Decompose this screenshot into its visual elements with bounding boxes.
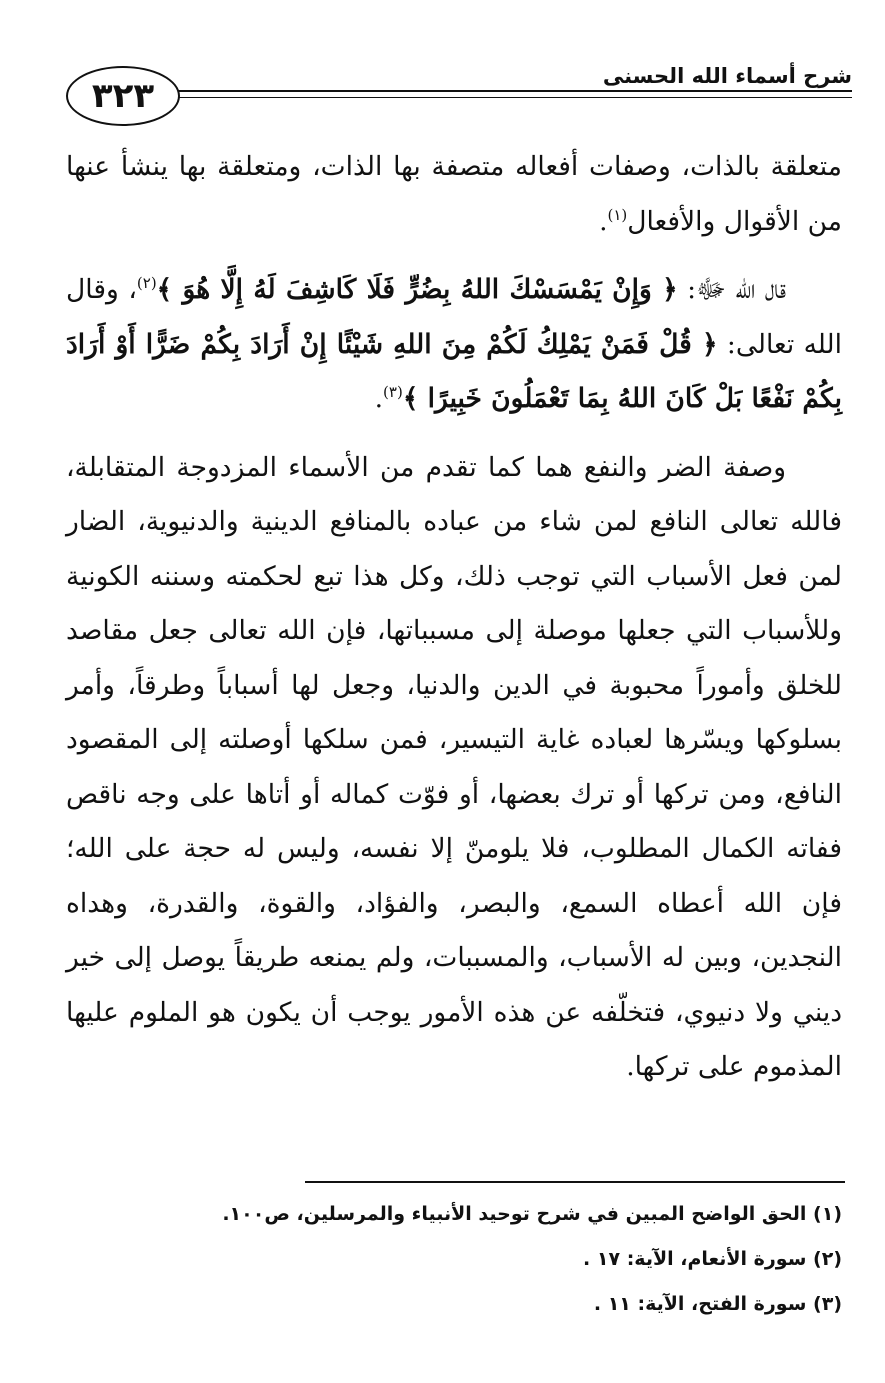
quran-verse-2: ﴿ قُلْ فَمَنْ يَمْلِكُ لَكُمْ مِنَ اللهِ شَيْئًا إِنْ أَرَادَ بِكُمْ ضَرًّا أَوْ أَرَادَ بِكُمْ نَفْعًا بَلْ كَانَ اللهُ بِمَا تَعْمَلُونَ خَبِيرًا ﴾	[66, 328, 842, 414]
footnote-divider	[305, 1181, 845, 1183]
footnote-ref-1: (١)	[607, 205, 628, 224]
header-rule-thin	[166, 97, 852, 98]
page-header	[66, 66, 852, 128]
paragraph-2	[66, 263, 842, 427]
header-rule	[166, 90, 852, 92]
footnotes	[66, 1192, 842, 1327]
footnote-ref-2: (٢)	[136, 274, 157, 293]
paragraph-2-intro: قال الله ﷻ:	[677, 274, 786, 305]
footnote-1: (١) الحق الواضح المبين في شرح توحيد الأنبياء والمرسلين، ص١٠٠.	[222, 1203, 842, 1225]
footnote-2: (٢) سورة الأنعام، الآية: ١٧ .	[583, 1248, 842, 1270]
paragraph-1-text: متعلقة بالذات، وصفات أفعاله متصفة بها الذات، ومتعلقة بها ينشأ عنها من الأقوال والأفعال	[66, 151, 842, 237]
paragraph-3: وصفة الضر والنفع هما كما تقدم من الأسماء المزدوجة المتقابلة، فالله تعالى النافع لمن شاء من عباده بالمنافع الدينية والدنيوية، الضار لمن فعل الأسباب التي توجب ذلك، وكل هذا تبع لحكمته وسننه الكونية وللأسباب التي جعلها موصلة إلى مسبباتها، فإن الله تعالى جعل مقاصد للخلق وأموراً محبوبة في الدين والدنيا، وجعل لها أسباباً وطرقاً، وأمر بسلوكها ويسّرها لعباده غاية التيسير، فمن سلكها أوصلته إلى المقصود النافع، ومن تركها أو ترك بعضها، أو فوّت كماله أو أتاها على وجه ناقص ففاته الكمال المطلوب، فلا يلومنّ إلا نفسه، وليس له حجة على الله؛ فإن الله أعطاه السمع، والبصر، والفؤاد، والقوة، والقدرة، وهداه النجدين، وبين له الأسباب، والمسببات، ولم يمنعه طريقاً يوصل إلى خير ديني ولا دنيوي، فتخلّفه عن هذه الأمور يوجب أن يكون هو الملوم عليها المذموم على تركها.	[66, 451, 842, 1082]
book-title: شرح أسماء الله الحسنى	[595, 64, 852, 88]
page-number: ٣٢٣	[66, 66, 180, 126]
paragraph-2-end: .	[374, 383, 384, 414]
footnote-3: (٣) سورة الفتح، الآية: ١١ .	[593, 1293, 842, 1315]
main-text	[66, 140, 842, 1095]
paragraph-1	[66, 140, 842, 249]
paragraph-2-mid: ، وقال الله تعالى:	[66, 274, 842, 360]
paragraph-1-end: .	[599, 205, 608, 237]
footnote-ref-3: (٣)	[383, 383, 403, 402]
quran-verse-1: ﴿ وَإِنْ يَمْسَسْكَ اللهُ بِضُرٍّ فَلَا كَاشِفَ لَهُ إِلَّا هُوَ ﴾	[156, 274, 678, 305]
